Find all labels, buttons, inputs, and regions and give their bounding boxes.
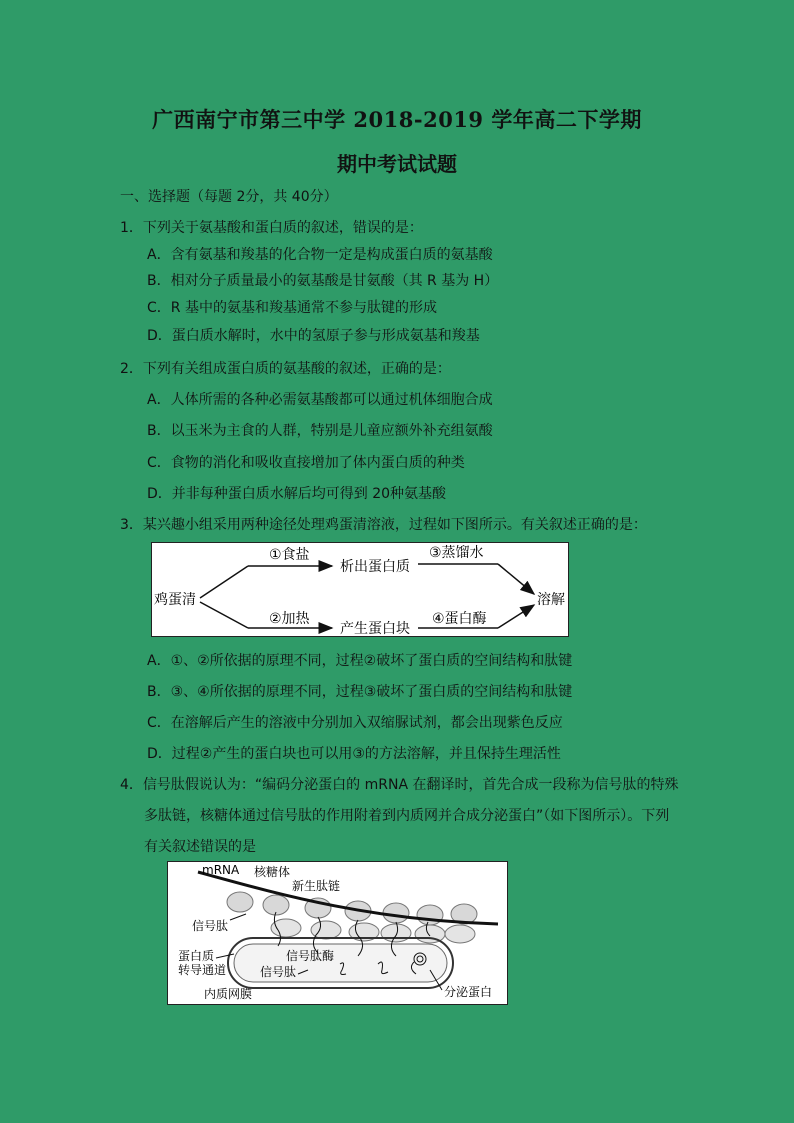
process-diagram-svg: [152, 543, 568, 636]
diagram-product2-label: 产生蛋白块: [340, 621, 410, 636]
question-2-stem: 2．下列有关组成蛋白质的氨基酸的叙述，正确的是：: [120, 361, 451, 377]
arrow-lower-to-end: [498, 605, 534, 628]
label-signal-peptidase: 信号肽酶: [286, 949, 335, 963]
diagram-step1-label: ①食盐: [269, 547, 310, 563]
label-secreted-protein: 分泌蛋白: [444, 985, 493, 999]
label-signal-peptide: 信号肽: [192, 919, 229, 933]
diagram-start-label: 鸡蛋清: [154, 592, 196, 608]
label-channel-line2: 转导通道: [178, 963, 227, 977]
diagram-end-label: 溶解: [537, 592, 565, 608]
label-mrna: mRNA: [202, 863, 240, 877]
question-1-option-a: A．含有氨基和羧基的化合物一定是构成蛋白质的氨基酸: [147, 247, 493, 263]
question-4-stem-line3: 有关叙述错误的是: [144, 839, 256, 855]
arrow-start-to-upper: [200, 566, 248, 598]
question-3-option-d: D．过程②产生的蛋白块也可以用③的方法溶解，并且保持生理活性: [147, 746, 561, 762]
arrow-start-to-lower: [200, 602, 248, 628]
egg-white-process-diagram: [151, 542, 569, 637]
diagram-step3-label: ③蒸馏水: [429, 545, 484, 561]
signal-peptide-figure: [167, 861, 508, 1005]
question-2-option-c: C．食物的消化和吸收直接增加了体内蛋白质的种类: [147, 455, 465, 471]
page-title-line2: 期中考试试题: [337, 152, 457, 176]
question-1-option-d: D．蛋白质水解时，水中的氢原子参与形成氨基和羧基: [147, 328, 480, 344]
label-channel-line1: 蛋白质: [178, 949, 215, 963]
question-1-option-b: B．相对分子质量最小的氨基酸是甘氨酸（其 R 基为 H）: [147, 273, 499, 289]
question-4-stem-line1: 4．信号肽假说认为：“编码分泌蛋白的 mRNA 在翻译时，首先合成一段称为信号肽的特殊: [120, 777, 679, 793]
question-3-option-c: C．在溶解后产生的溶液中分别加入双缩脲试剂，都会出现紫色反应: [147, 715, 563, 731]
section-heading: 一、选择题（每题 2分，共 40分）: [120, 189, 338, 205]
label-er-membrane: 内质网膜: [204, 987, 253, 1001]
arrow-upper-to-end: [498, 564, 534, 594]
question-1-option-c: C．R 基中的氨基和羧基通常不参与肽键的形成: [147, 300, 437, 316]
diagram-product1-label: 析出蛋白质: [340, 559, 410, 575]
question-2-option-a: A．人体所需的各种必需氨基酸都可以通过机体细胞合成: [147, 392, 493, 408]
question-2-option-b: B．以玉米为主食的人群，特别是儿童应额外补充组氨酸: [147, 423, 493, 439]
question-1-stem: 1．下列关于氨基酸和蛋白质的叙述，错误的是：: [120, 220, 423, 236]
question-3-stem: 3．某兴趣小组采用两种途径处理鸡蛋清溶液，过程如下图所示。有关叙述正确的是：: [120, 517, 647, 533]
label-signal-peptide-2: 信号肽: [260, 965, 297, 979]
diagram-step2-label: ②加热: [269, 611, 310, 627]
label-ribosome: 核糖体: [254, 865, 291, 879]
question-3-option-b: B．③、④所依据的原理不同，过程③破坏了蛋白质的空间结构和肽键: [147, 684, 573, 700]
question-2-option-d: D．并非每种蛋白质水解后均可得到 20种氨基酸: [147, 486, 447, 502]
label-new-chain: 新生肽链: [292, 879, 341, 893]
diagram-step4-label: ④蛋白酶: [432, 611, 487, 627]
question-3-option-a: A．①、②所依据的原理不同，过程②破坏了蛋白质的空间结构和肽键: [147, 653, 573, 669]
page-title-line1: 广西南宁市第三中学 2018-2019 学年高二下学期: [152, 107, 642, 132]
question-4-stem-line2: 多肽链，核糖体通过信号肽的作用附着到内质网并合成分泌蛋白”（如下图所示）。下列: [144, 808, 670, 824]
signal-peptide-svg: [168, 862, 507, 1004]
